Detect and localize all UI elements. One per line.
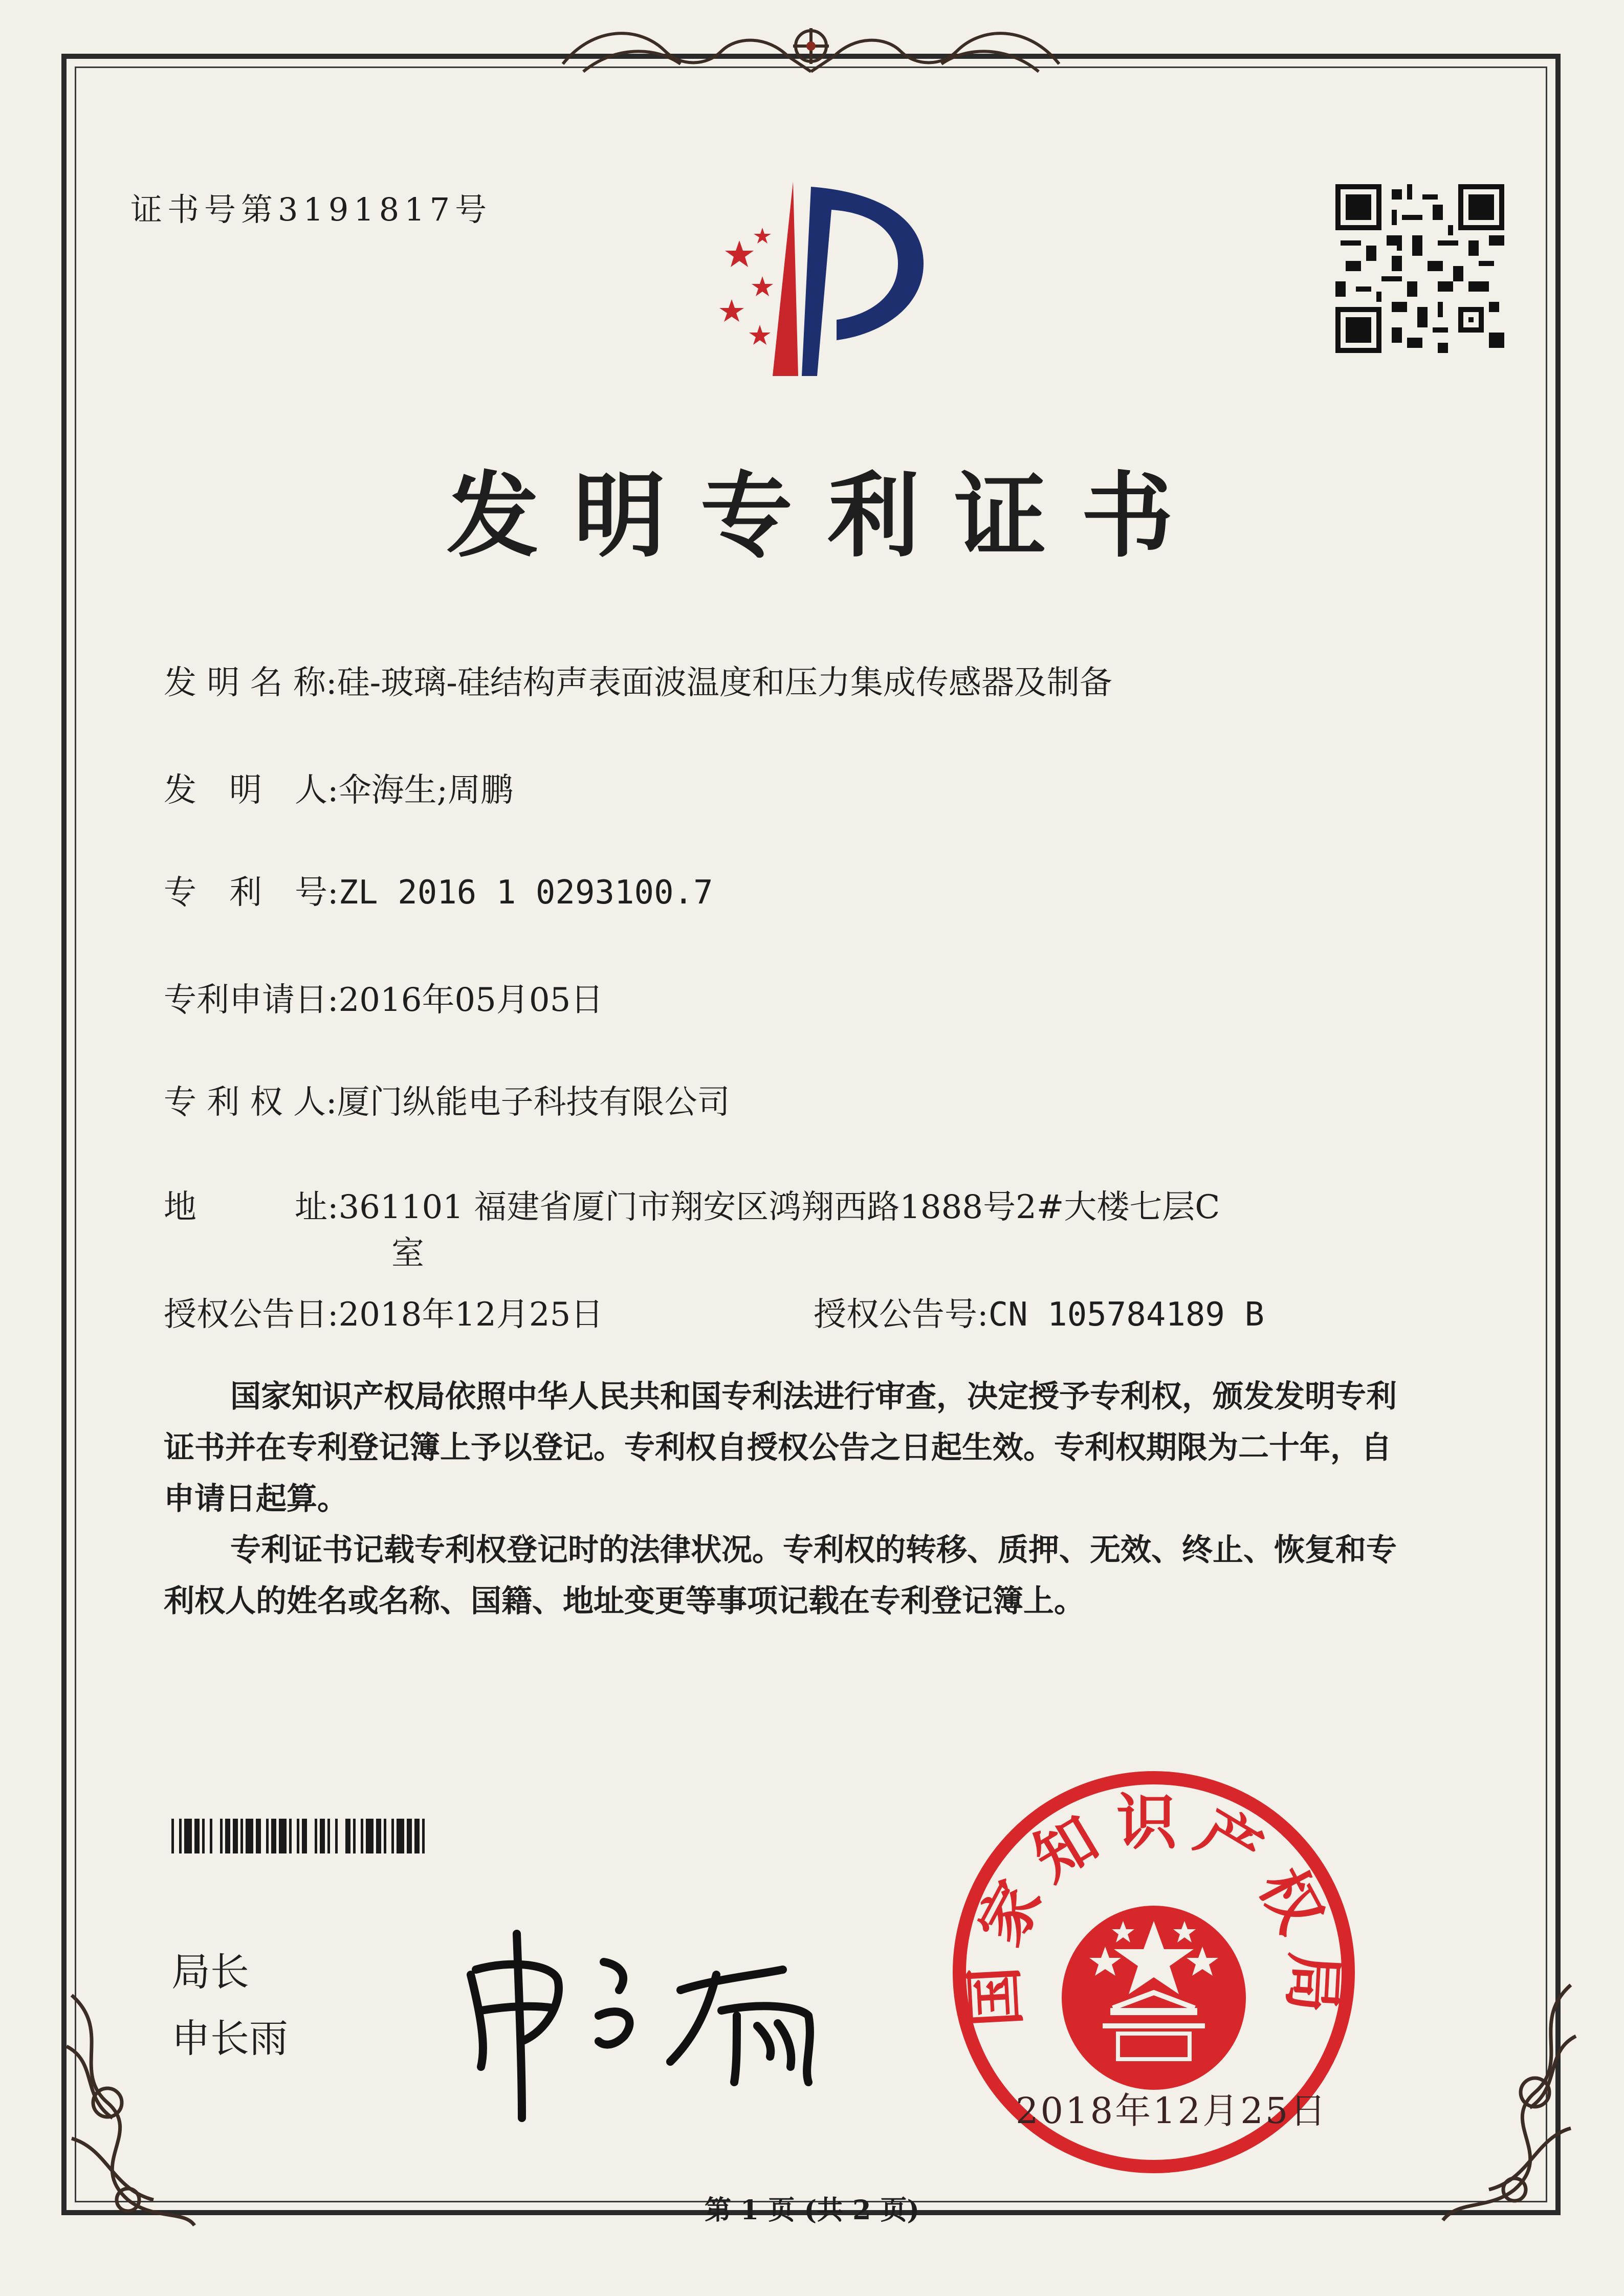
director-block	[171, 1944, 288, 2067]
grant-number-field	[814, 1292, 1264, 1338]
seal-date: 2018年12月25日	[1016, 2090, 1328, 2132]
address-label: 地 址:	[164, 1188, 339, 1226]
paragraph-1-line-3: 申请日起算。	[164, 1481, 348, 1517]
application-date-label: 专利申请日:	[164, 981, 339, 1019]
paragraph-2-line-1: 专利证书记载专利权登记时的法律状况。专利权的转移、质押、无效、终止、恢复和专	[230, 1532, 1397, 1568]
certificate-number: 证书号第3191817号	[130, 191, 492, 228]
director-name: 申长雨	[171, 2016, 288, 2061]
certificate-title: 发明专利证书	[446, 462, 1208, 570]
address-value-line2: 室	[391, 1234, 424, 1272]
patentee-label: 专 利 权 人:	[164, 1084, 337, 1121]
paragraph-1-line-1: 国家知识产权局依照中华人民共和国专利法进行审查，决定授予专利权，颁发发明专利	[230, 1379, 1397, 1415]
invention-name-label: 发 明 名 称:	[164, 664, 337, 702]
invention-name-value: 硅-玻璃-硅结构声表面波温度和压力集成传感器及制备	[337, 664, 1112, 702]
address-value-line1: 361101 福建省厦门市翔安区鸿翔西路1888号2#大楼七层C	[338, 1188, 1220, 1226]
barcode-icon	[171, 1819, 609, 1853]
paragraph-1-line-2: 证书并在专利登记簿上予以登记。专利权自授权公告之日起生效。专利权期限为二十年，自	[164, 1430, 1392, 1466]
paragraph-2-line-2: 利权人的姓名或名称、国籍、地址变更等事项记载在专利登记簿上。	[164, 1583, 1085, 1619]
patent-number-value: ZL 2016 1 0293100.7	[338, 874, 713, 912]
patentee-value: 厦门纵能电子科技有限公司	[337, 1084, 730, 1121]
inventor-value: 伞海生;周鹏	[338, 771, 514, 809]
patent-number-label: 专 利 号:	[164, 874, 339, 912]
seal-text: 国家知识产权局	[957, 1786, 1351, 2029]
invention-name-field	[164, 660, 1112, 706]
qr-code-icon	[1335, 184, 1504, 353]
grant-date-field	[164, 1292, 603, 1338]
statement-paragraph-1	[164, 1371, 1474, 1525]
address-continuation	[391, 1230, 424, 1276]
statement-paragraph-2	[164, 1525, 1474, 1627]
grant-date-label: 授权公告日:	[164, 1296, 339, 1334]
inventor-field	[164, 767, 513, 813]
application-date-field	[164, 977, 603, 1023]
grant-number-value: CN 105784189 B	[988, 1296, 1264, 1334]
grant-date-value: 2018年12月25日	[338, 1296, 604, 1334]
patent-office-logo-icon	[683, 171, 944, 386]
director-signature-icon	[450, 1913, 839, 2128]
patentee-field	[164, 1079, 730, 1125]
page-number: 第 1 页 (共 2 页)	[704, 2195, 920, 2226]
grant-number-label: 授权公告号:	[814, 1296, 989, 1334]
patent-number-field	[164, 870, 713, 916]
inventor-label: 发 明 人:	[164, 771, 339, 809]
application-date-value: 2016年05月05日	[338, 981, 604, 1019]
top-ornament-icon	[553, 15, 1069, 84]
director-title: 局长	[171, 1949, 249, 1995]
address-field	[164, 1184, 1220, 1230]
